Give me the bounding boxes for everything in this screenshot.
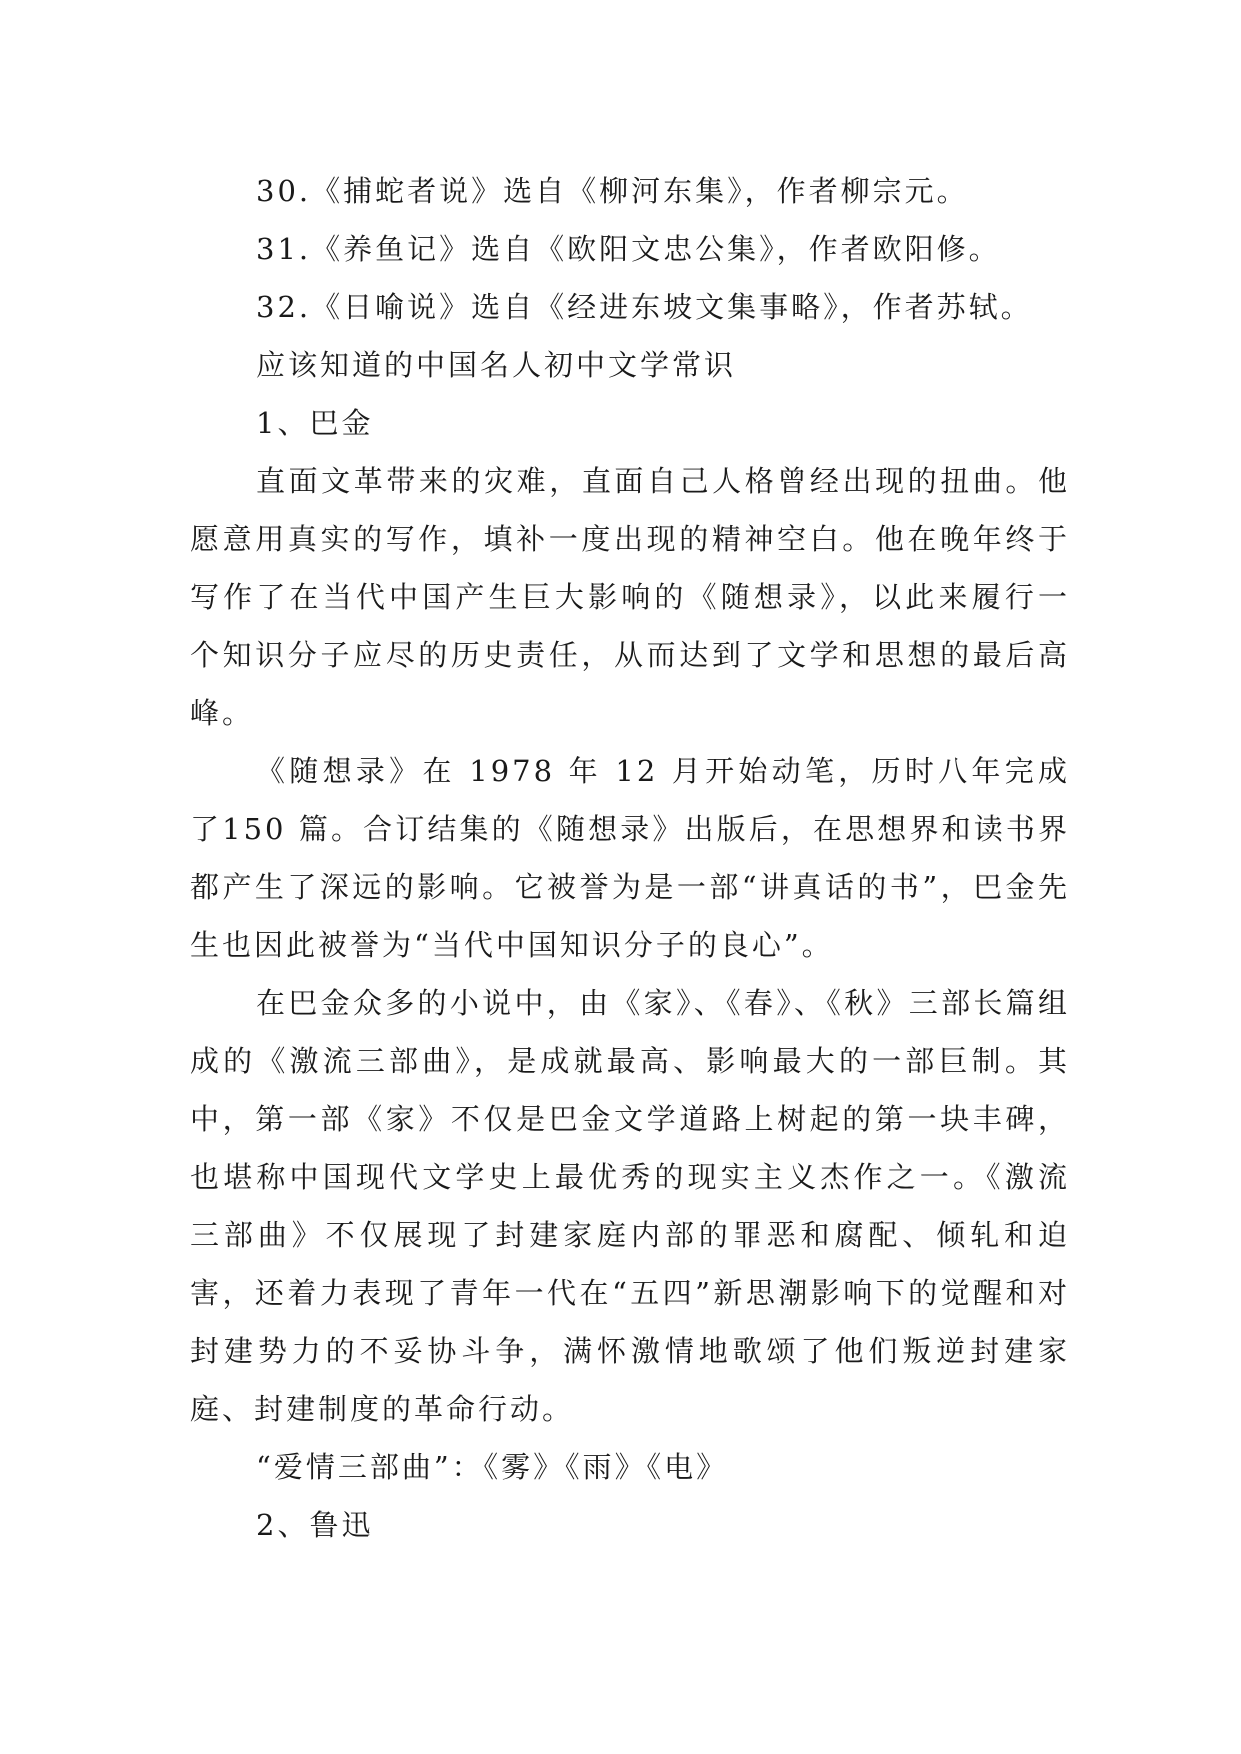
text-line-item-32: 32.《日喻说》选自《经进东坡文集事略》，作者苏轼。 bbox=[256, 290, 1033, 324]
paragraph-jiliu-trilogy: 在巴金众多的小说中，由《家》、《春》、《秋》三部长篇组成的《激流三部曲》，是成就最高、影响最大的一部巨制。其中，第一部《家》不仅是巴金文学道路上树起的第一块丰碑，也堪称中国现代文学史上最优秀的现实主义杰作之一。《激流三部曲》不仅展现了封建家庭内部的罪恶和腐配、倾轧和迫害，还着力表现了青年一代在“五四”新思潮影响下的觉醒和对封建势力的不妥协斗争，满怀激情地歌颂了他们叛逆封建家庭、封建制度的革命行动。 bbox=[190, 986, 1070, 1426]
document-body bbox=[190, 162, 1070, 1554]
text-line-love-trilogy: “爱情三部曲”：《雾》《雨》《电》 bbox=[256, 1450, 729, 1484]
subheading-ba-jin: 1、巴金 bbox=[256, 406, 374, 440]
text-line-item-30: 30.《捕蛇者说》选自《柳河东集》，作者柳宗元。 bbox=[256, 174, 969, 208]
paragraph-suixianglu: 《随想录》在 1978 年 12 月开始动笔，历时八年完成了150 篇。合订结集的《随想录》出版后，在思想界和读书界都产生了深远的影响。它被誉为是一部“讲真话的书”，巴金先生也因此被誉为“当代中国知识分子的良心”。 bbox=[190, 754, 1070, 962]
text-line-item-31: 31.《养鱼记》选自《欧阳文忠公集》，作者欧阳修。 bbox=[256, 232, 1001, 266]
section-heading: 应该知道的中国名人初中文学常识 bbox=[256, 348, 737, 382]
paragraph-ba-jin-intro: 直面文革带来的灾难，直面自己人格曾经出现的扭曲。他愿意用真实的写作，填补一度出现的精神空白。他在晚年终于写作了在当代中国产生巨大影响的《随想录》，以此来履行一个知识分子应尽的历史责任，从而达到了文学和思想的最后高峰。 bbox=[190, 464, 1070, 730]
subheading-lu-xun: 2、鲁迅 bbox=[256, 1508, 374, 1542]
